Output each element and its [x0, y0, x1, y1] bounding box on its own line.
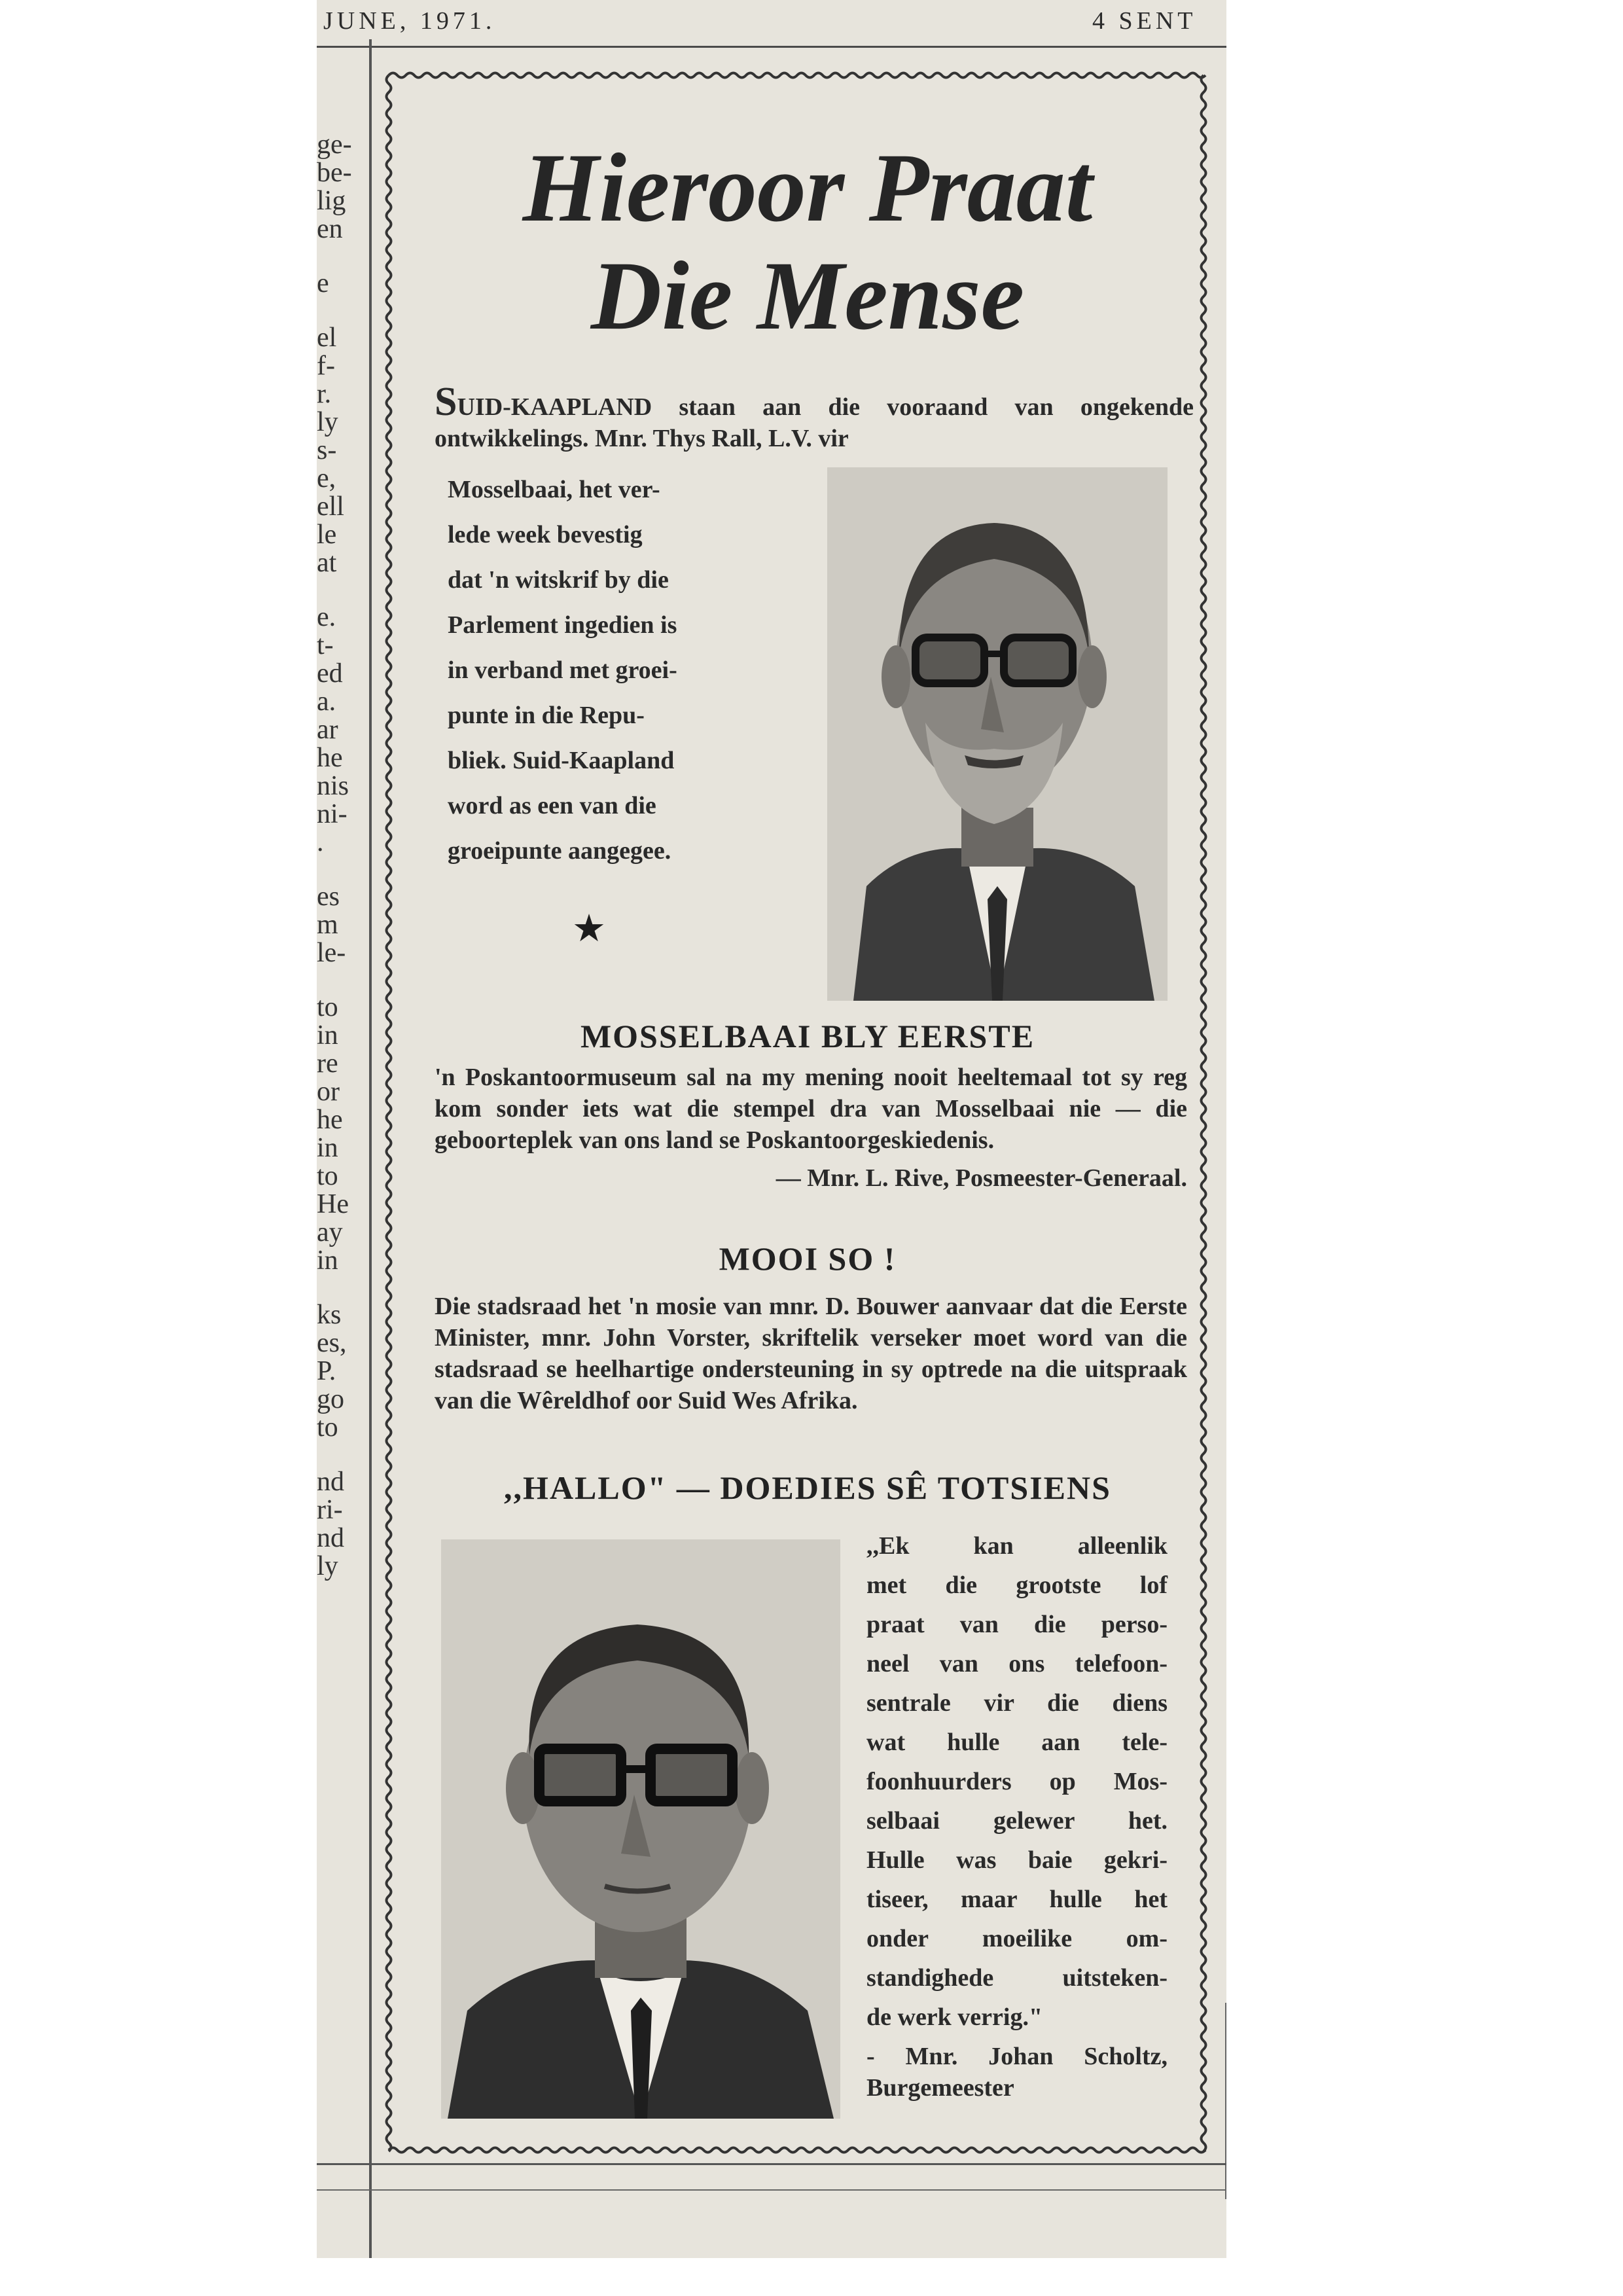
adjacent-column-line: el [317, 324, 337, 352]
adjacent-column-line: he [317, 744, 343, 772]
adjacent-column-line: in [317, 1134, 338, 1162]
adjacent-column-line: ly [317, 408, 338, 437]
adjacent-column-line: t- [317, 632, 334, 660]
adjacent-column-line: e [317, 270, 329, 298]
section-heading-mosselbaai: MOSSELBAAI BLY EERSTE [580, 1018, 1035, 1054]
quote-line: met die grootste lof [866, 1571, 1168, 1599]
star-divider-icon: ★ [572, 907, 606, 950]
intro-line: groeipunte aangegee. [448, 837, 671, 865]
section-mooi-so [408, 1240, 1207, 1416]
quote-line: de werk verrig." [866, 2003, 1043, 2031]
adjacent-column-line: es [317, 883, 340, 911]
adjacent-column-line: s- [317, 437, 337, 465]
wavy-border-left [387, 75, 391, 2151]
intro-line: punte in die Repu- [448, 702, 645, 729]
adjacent-column-line: nd [317, 1524, 344, 1552]
headline-line-2: Die Mense [590, 242, 1025, 350]
attribution-title: Burgemeester [866, 2074, 1014, 2102]
intro-row [408, 461, 1207, 1011]
adjacent-column-line: ge- [317, 131, 352, 159]
intro-text [448, 467, 755, 874]
attribution-name: - Mnr. Johan Scholtz, [866, 2043, 1168, 2070]
intro-line: word as een van die [448, 792, 656, 819]
adjacent-column-line: . [317, 829, 324, 857]
section-hallo [408, 1469, 1207, 2122]
wavy-border-bottom [389, 2148, 1205, 2153]
adjacent-column-line: in [317, 1022, 338, 1050]
headline-line-1: Hieroor Praat [522, 134, 1093, 242]
adjacent-column-line: ni- [317, 800, 348, 829]
adjacent-column-line: nd [317, 1468, 344, 1496]
adjacent-column-line: to [317, 994, 338, 1022]
intro-line: lede week bevestig [448, 521, 643, 548]
adjacent-column-line: P. [317, 1357, 336, 1386]
adjacent-column-line: ay [317, 1219, 343, 1247]
section-heading-hallo: ,,HALLO" — DOEDIES SÊ TOTSIENS [504, 1469, 1111, 1506]
adjacent-column-line: ell [317, 493, 344, 521]
adjacent-column-line: lig [317, 187, 346, 215]
adjacent-column-line: to [317, 1162, 338, 1191]
adjacent-column-line: e. [317, 603, 336, 632]
wavy-border-top [389, 73, 1205, 78]
right-rule [1225, 2003, 1226, 2199]
portrait-photo-rall [827, 467, 1168, 1001]
quote-line: foonhuurders op Mos- [866, 1768, 1168, 1795]
bottom-rule-secondary [317, 2189, 1226, 2191]
intro-line: dat 'n witskrif by die [448, 566, 669, 594]
quote-line: ,,Ek kan alleenlik [866, 1532, 1168, 1560]
adjacent-column-line: ks [317, 1301, 342, 1329]
intro-line: Mosselbaai, het ver- [448, 476, 660, 503]
attribution-rive: — Mnr. L. Rive, Posmeester-Generaal. [776, 1164, 1187, 1192]
adjacent-column-line: es, [317, 1329, 347, 1357]
quote-line: neel van ons telefoon- [866, 1650, 1168, 1677]
quote-line: Hulle was baie gekri- [866, 1846, 1168, 1874]
adjacent-column-line: he [317, 1106, 343, 1134]
intro-line: bliek. Suid-Kaapland [448, 747, 675, 774]
portrait-photo-scholtz [441, 1539, 840, 2119]
quote-line: selbaai gelewer het. [866, 1807, 1168, 1835]
adjacent-column-line: be- [317, 159, 352, 187]
hallo-row [408, 1526, 1207, 2122]
adjacent-column-line: at [317, 549, 337, 577]
adjacent-column-line: ed [317, 660, 343, 688]
adjacent-column-line: le [317, 521, 337, 549]
masthead-page: 4 SENT [1092, 7, 1197, 35]
adjacent-column-line: to [317, 1414, 338, 1442]
adjacent-column-line: le- [317, 939, 346, 967]
adjacent-column-line: r. [317, 380, 332, 408]
drop-cap: S [435, 380, 457, 424]
intro-line: Parlement ingedien is [448, 611, 677, 639]
section-mosselbaai [408, 1017, 1207, 1194]
adjacent-column-line: a. [317, 688, 336, 716]
adjacent-column-line: or [317, 1078, 340, 1106]
attribution-scholtz [866, 2041, 1168, 2104]
quote-line: onder moeilike om- [866, 1925, 1168, 1952]
adjacent-column-line: ri- [317, 1496, 343, 1524]
adjacent-column-line: en [317, 215, 343, 243]
quote-line: standighede uitsteken- [866, 1964, 1168, 1992]
intro-lead-paragraph [435, 380, 1194, 454]
quote-line: sentrale vir die diens [866, 1689, 1168, 1717]
section-body-mosselbaai: 'n Poskantoormuseum sal na my mening nooit heeltemaal tot sy reg kom sonder iets wat die stempel dra van Mosselbaai nie — die geboorteplek van ons land se Poskantoorgeskiedenis. [435, 1064, 1187, 1154]
newspaper-clipping [317, 0, 1226, 2258]
article [408, 101, 1207, 2122]
adjacent-column-line: ly [317, 1552, 338, 1581]
adjacent-column-line: ar [317, 716, 338, 744]
section-body-mooi-so: Die stadsraad het 'n mosie van mnr. D. Bouwer aanvaar dat die Eerste Minister, mnr. John Vorster, skriftelik verseker moet word van die stadsraad se heelhartige ondersteuning in sy optrede na die uitspraak van die Wêreldhof oor Suid Wes Afrika. [435, 1293, 1187, 1414]
intro-lead-text: UID-KAAPLAND staan aan die vooraand van ongekende ontwikkelings. Mnr. Thys Rall, L.V. vir [435, 393, 1194, 452]
adjacent-column-line: in [317, 1247, 338, 1275]
adjacent-column-line: f- [317, 352, 335, 380]
adjacent-column-line: e, [317, 465, 336, 493]
hallo-quote [866, 1526, 1168, 2104]
adjacent-column-line: He [317, 1191, 349, 1219]
intro-line: in verband met groei- [448, 656, 677, 684]
adjacent-column-line: re [317, 1050, 338, 1078]
headline [408, 134, 1207, 350]
quote-line: wat hulle aan tele- [866, 1729, 1168, 1756]
adjacent-column-line: go [317, 1386, 344, 1414]
quote-line: praat van die perso- [866, 1611, 1168, 1638]
bottom-rule [317, 2163, 1226, 2165]
quote-line: tiseer, maar hulle het [866, 1886, 1168, 1913]
section-heading-mooi-so: MOOI SO ! [719, 1240, 897, 1277]
masthead-date: JUNE, 1971. [323, 7, 496, 35]
adjacent-column-line: nis [317, 772, 349, 800]
adjacent-column-line: m [317, 911, 338, 939]
